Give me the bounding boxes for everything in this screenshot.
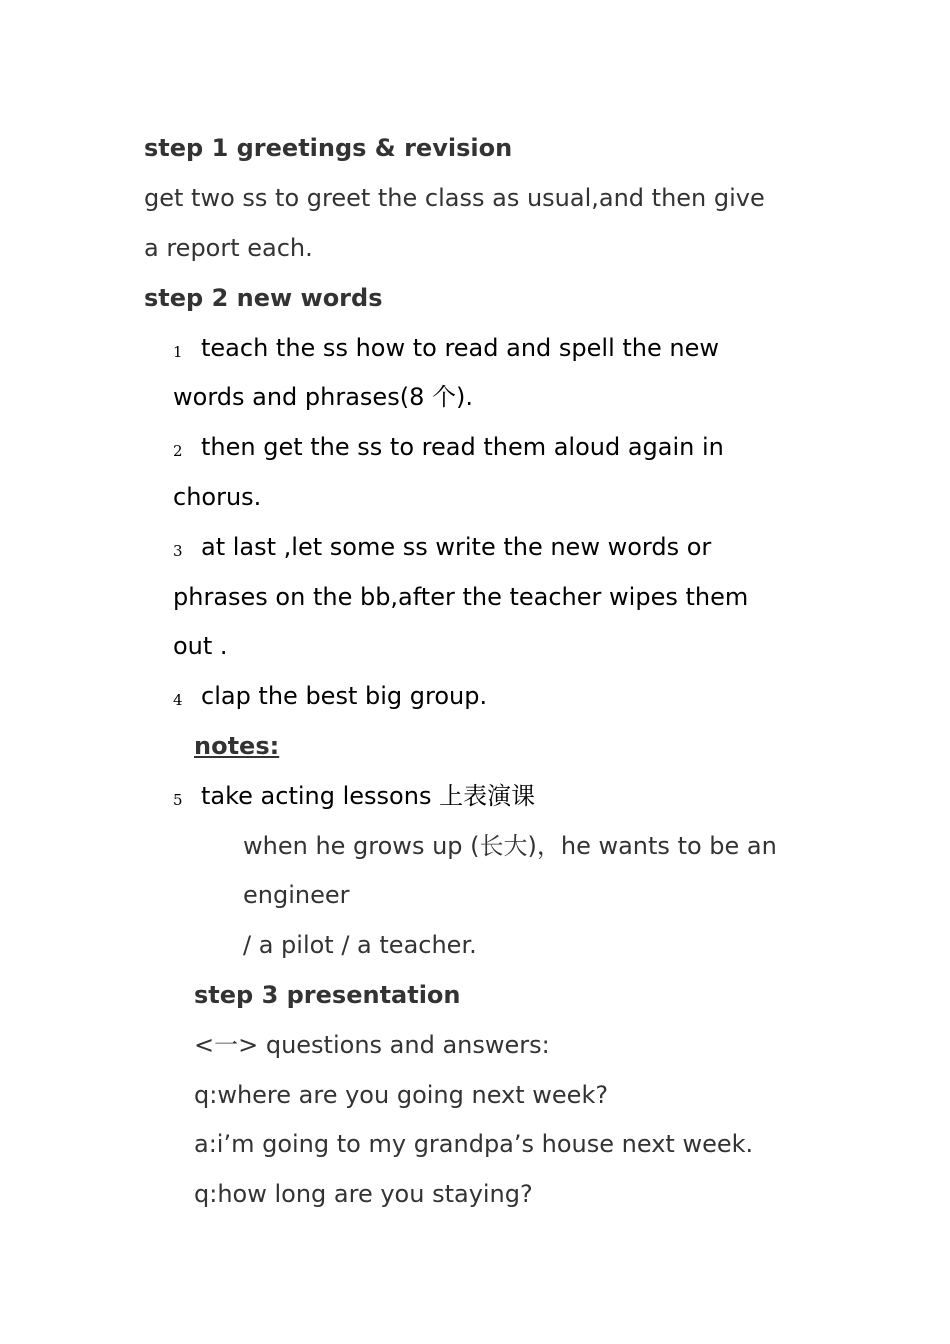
list-number: 3 <box>173 542 183 560</box>
dialogue-line: a:i’m going to my grandpa’s house next week. <box>194 1130 754 1158</box>
list-item-text: take acting lessons 上表演课 <box>201 782 536 810</box>
dialogue-line: q:where are you going next week? <box>194 1081 609 1109</box>
list-item-text: out . <box>173 632 228 660</box>
step2-heading: step 2 new words <box>144 284 383 312</box>
step3-heading: step 3 presentation <box>194 981 461 1009</box>
list-item-text: teach the ss how to read and spell the new <box>201 334 719 362</box>
notes-label: notes: <box>194 732 280 760</box>
list-number: 2 <box>173 442 183 460</box>
list-number: 1 <box>173 343 183 361</box>
list-item-text: chorus. <box>173 483 262 511</box>
dialogue-line: q:how long are you staying? <box>194 1180 533 1208</box>
dialogue-line: <一> questions and answers: <box>194 1031 550 1059</box>
list-number: 4 <box>173 691 183 709</box>
example-line: when he grows up (长大)，he wants to be an <box>243 832 777 860</box>
list-number: 5 <box>173 791 183 809</box>
step1-text-line1: get two ss to greet the class as usual,and then give <box>144 184 765 212</box>
step1-heading: step 1 greetings & revision <box>144 134 513 162</box>
step1-text-line2: a report each. <box>144 234 313 262</box>
list-item-text: phrases on the bb,after the teacher wipes them <box>173 583 749 611</box>
example-line: engineer <box>243 881 350 909</box>
list-item-text: clap the best big group. <box>201 682 488 710</box>
example-line: / a pilot / a teacher. <box>243 931 477 959</box>
list-item-text: then get the ss to read them aloud again in <box>201 433 724 461</box>
list-item-text: at last ,let some ss write the new words or <box>201 533 712 561</box>
list-item-text: words and phrases(8 个). <box>173 383 473 411</box>
